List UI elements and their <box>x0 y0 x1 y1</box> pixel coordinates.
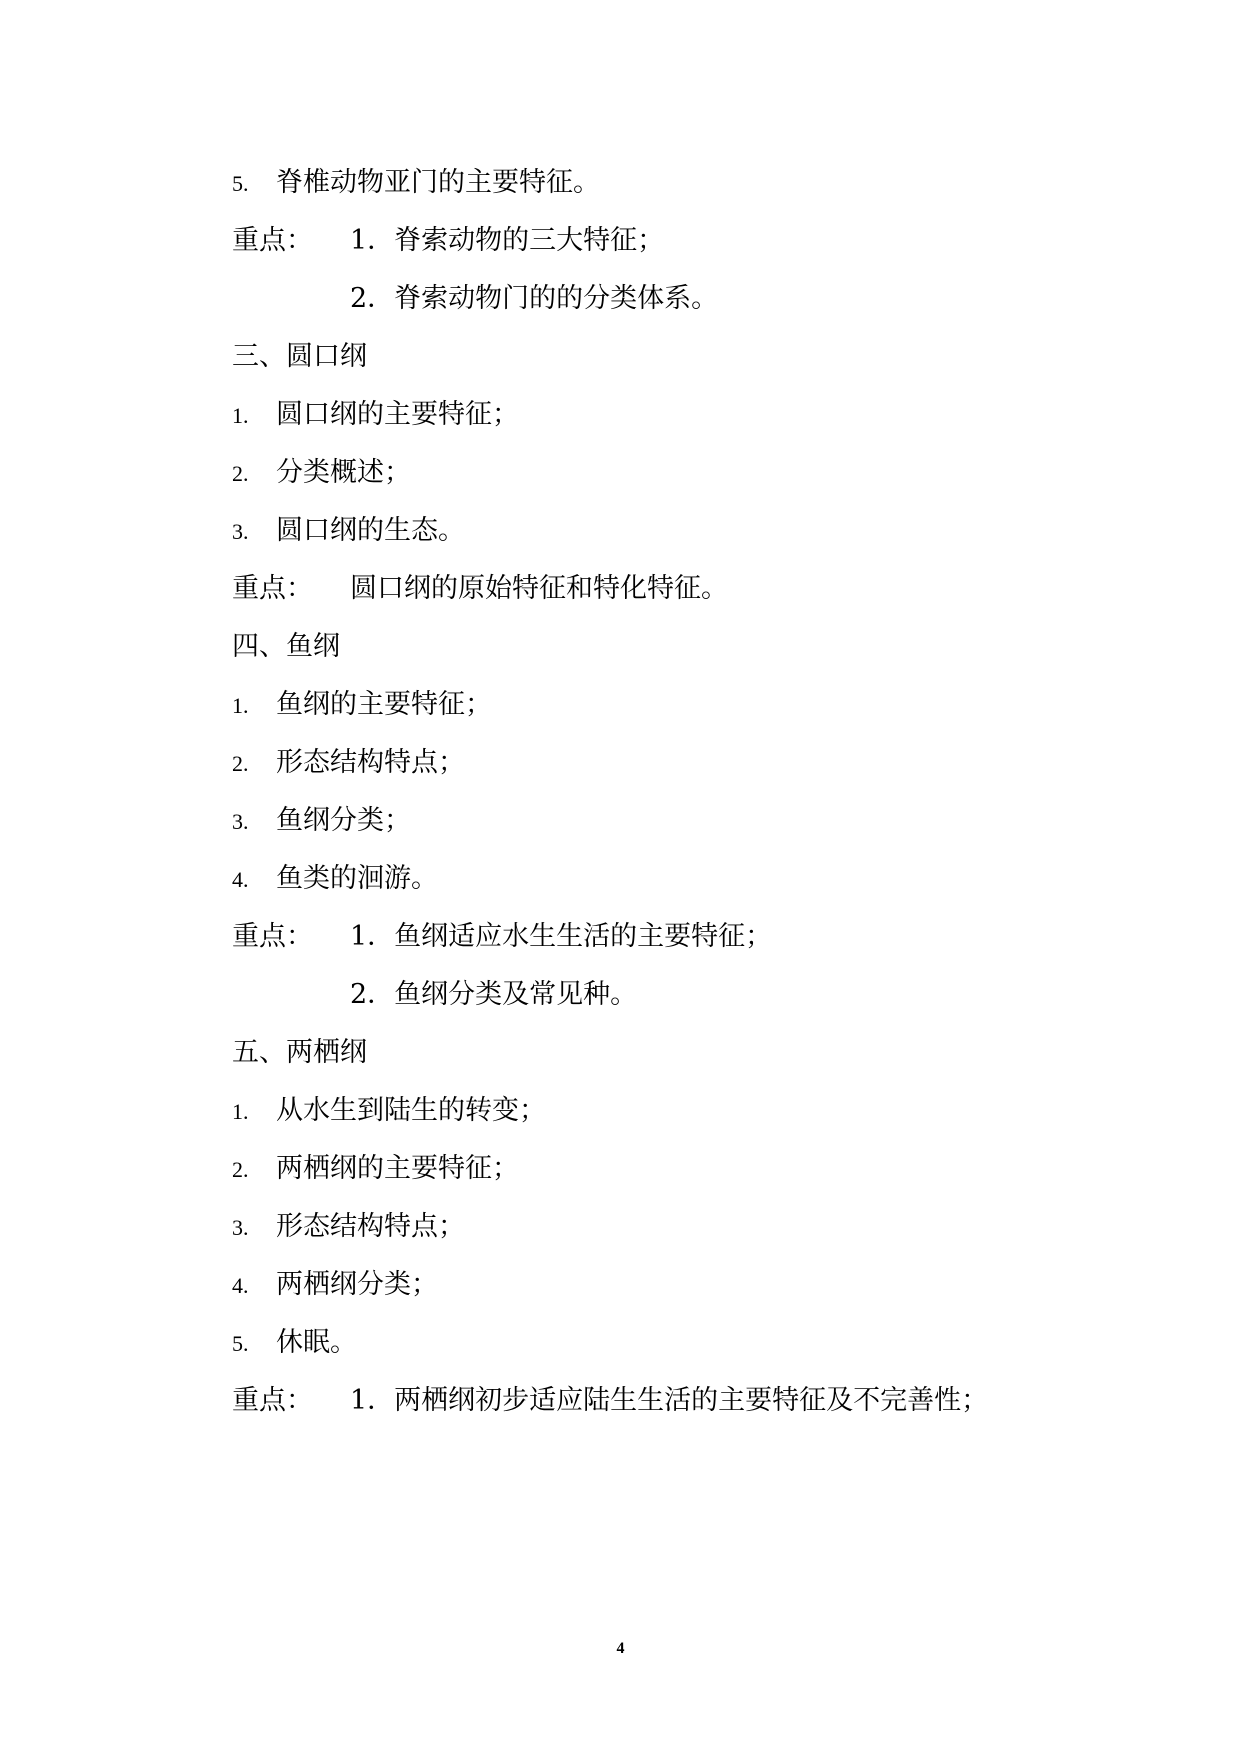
key-points-line <box>232 1381 988 1421</box>
item-number: 4. <box>232 1273 249 1298</box>
item-number: 1. <box>232 693 249 718</box>
list-item <box>232 1323 357 1363</box>
key-points-text: 2．脊索动物门的的分类体系。 <box>350 283 719 314</box>
key-points-line <box>232 221 664 261</box>
item-text: 鱼类的洄游。 <box>276 863 438 894</box>
list-item <box>232 1207 465 1247</box>
item-number: 2. <box>232 461 249 486</box>
list-item <box>232 453 411 493</box>
item-number: 3. <box>232 809 249 834</box>
key-points-continuation <box>350 975 637 1015</box>
section-heading: 三、圆口纲 <box>232 341 367 372</box>
list-item <box>232 1149 519 1189</box>
item-number: 3. <box>232 519 249 544</box>
list-item <box>232 743 465 783</box>
item-text: 鱼纲分类； <box>276 805 411 836</box>
list-item <box>232 685 492 725</box>
item-text: 脊椎动物亚门的主要特征。 <box>276 167 600 198</box>
item-text: 鱼纲的主要特征； <box>276 689 492 720</box>
item-number: 4. <box>232 867 249 892</box>
item-text: 两栖纲的主要特征； <box>276 1153 519 1184</box>
key-points-line <box>232 569 728 609</box>
item-number: 2. <box>232 751 249 776</box>
key-points-label: 重点： <box>232 225 313 256</box>
key-points-text: 1．鱼纲适应水生生活的主要特征； <box>350 921 773 952</box>
item-number: 3. <box>232 1215 249 1240</box>
item-text: 形态结构特点； <box>276 747 465 778</box>
list-item <box>232 1091 546 1131</box>
item-number: 5. <box>232 1331 249 1356</box>
item-text: 休眠。 <box>276 1327 357 1358</box>
section-heading: 五、两栖纲 <box>232 1037 367 1068</box>
key-points-text: 1．脊索动物的三大特征； <box>350 225 665 256</box>
key-points-label: 重点： <box>232 573 313 604</box>
item-text: 形态结构特点； <box>276 1211 465 1242</box>
item-text: 圆口纲的主要特征； <box>276 399 519 430</box>
section-heading: 四、鱼纲 <box>232 631 340 662</box>
list-item <box>232 859 438 899</box>
key-points-continuation <box>350 279 718 319</box>
item-number: 1. <box>232 1099 249 1124</box>
key-points-text: 1．两栖纲初步适应陆生生活的主要特征及不完善性； <box>350 1385 989 1416</box>
item-text: 两栖纲分类； <box>276 1269 438 1300</box>
key-points-text: 2．鱼纲分类及常见种。 <box>350 979 638 1010</box>
key-points-line <box>232 917 772 957</box>
page-number: 4 <box>616 1640 625 1657</box>
list-item <box>232 511 465 551</box>
key-points-text: 圆口纲的原始特征和特化特征。 <box>350 573 728 604</box>
key-points-label: 重点： <box>232 921 313 952</box>
item-text: 从水生到陆生的转变； <box>276 1095 546 1126</box>
item-number: 2. <box>232 1157 249 1182</box>
key-points-label: 重点： <box>232 1385 313 1416</box>
list-item <box>232 801 411 841</box>
list-item <box>232 1265 438 1305</box>
item-text: 圆口纲的生态。 <box>276 515 465 546</box>
list-item <box>232 163 600 203</box>
item-number: 5. <box>232 171 249 196</box>
item-number: 1. <box>232 403 249 428</box>
list-item <box>232 395 519 435</box>
item-text: 分类概述； <box>276 457 411 488</box>
